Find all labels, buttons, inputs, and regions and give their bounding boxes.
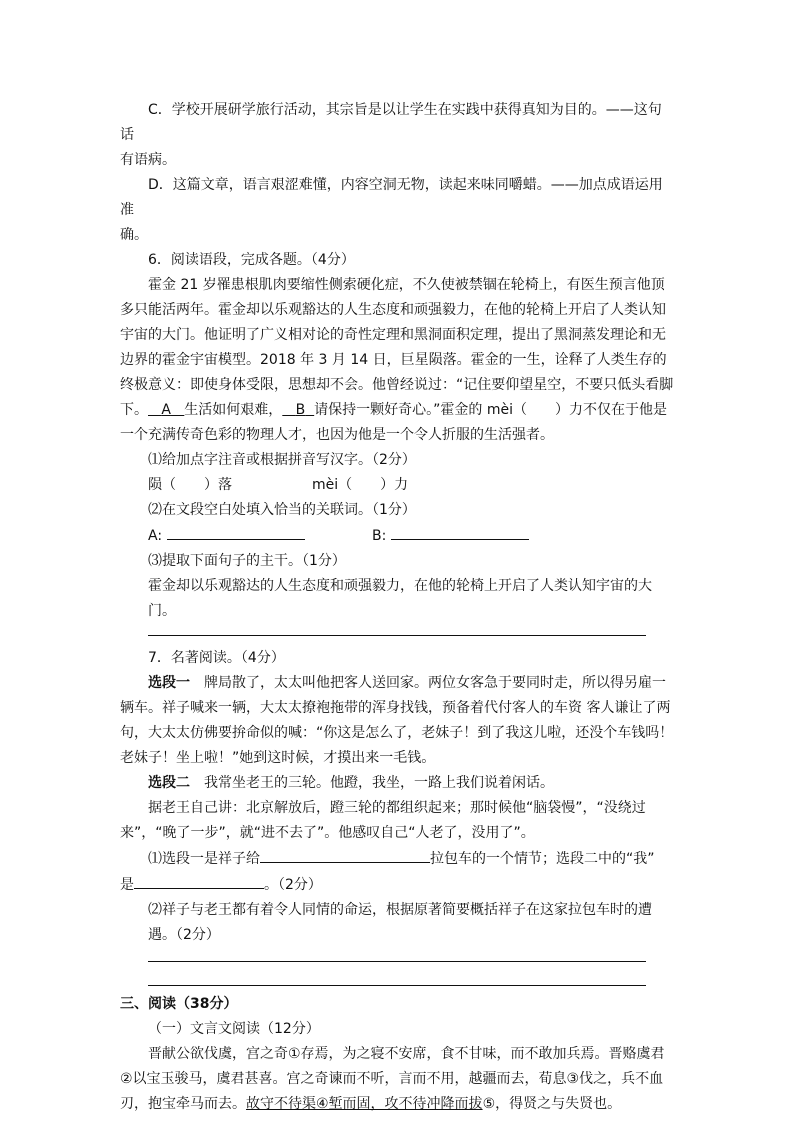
- q7-sel2-label: 选段二: [148, 775, 190, 791]
- section3-subtitle: （一）文言文阅读（12分）: [148, 1021, 320, 1037]
- q7-sub1-is: 是: [120, 877, 134, 893]
- q7-selection2-cont: 据老王自己讲：北京解放后，蹬三轮的都组织起来；那时候他“脑袋慢”，“没绕过来”，“晚了一步”，就“进不去了”。他感叹自己“人老了，没用了”。: [120, 800, 646, 841]
- q7-sub1-pre: ⑴选段一是祥子给: [148, 851, 260, 867]
- q7-sel2-text: 我常坐老王的三轮。他蹬，我坐，一路上我们说着闲话。: [190, 775, 554, 791]
- q7-sub1-blank2[interactable]: [134, 872, 264, 889]
- section3-text-end: ⑤，得贤之与失贤也。: [482, 1096, 622, 1112]
- q6-sub2-b: [372, 523, 596, 549]
- q6-sub2-answers: [120, 523, 675, 549]
- q6-sub1-b[interactable]: mèi（ ）力: [312, 477, 409, 493]
- q7-sub1: [120, 846, 675, 872]
- q5-option-c-line1: C．学校开展研学旅行活动，其宗旨是以让学生在实践中获得真知为目的。——这句话: [120, 102, 662, 143]
- q6-blank-b[interactable]: [282, 402, 314, 418]
- q6-passage: [120, 273, 675, 448]
- q7-sub1-cont: [120, 872, 675, 898]
- q6-blank-a[interactable]: [148, 402, 184, 418]
- q6-passage-mid1: 生活如何艰难，: [184, 402, 283, 418]
- q6-sub1-answers: [120, 473, 675, 498]
- q7-selection2: [120, 771, 675, 796]
- q6-title: 6．阅读语段，完成各题。（4分）: [148, 252, 355, 268]
- q5-option-d-line2: 确。: [120, 227, 148, 243]
- q7-selection1: [120, 671, 675, 771]
- q7-sel1-label: 选段一: [148, 675, 190, 691]
- section3-title: 三、阅读（38分）: [120, 996, 238, 1012]
- q6-passage-text: 霍金 21 岁罹患根肌肉要缩性侧索硬化症，不久使被禁锢在轮椅上，有医生预言他顶多只能活两年。霍金却以乐观豁达的人生态度和顽强毅力，在他的轮椅上开启了人类认知宇宙的大门。他证明了广义相对论的奇性定理和黑洞面积定理，提出了黑洞蒸发理论和无边界的霍金宇宙模型。2018 年 3 月 14 日，巨星陨落。霍金的一生，诠释了人类生存的终极意义：即使身体受限，思想却不会。他曾经说过：“记住要仰望星空，不要只低头看脚下。: [120, 277, 674, 418]
- document-page: [120, 98, 675, 1117]
- q6-passage-mid2: 请保持一颗好奇心。”霍金的 mèi（ ）力不仅在于他是一个充满传奇色彩的物理人才，也因为他是一个令人折服的生活强者。: [120, 402, 668, 443]
- section3-classical-text: [120, 1042, 675, 1117]
- q6-blank-a-label: A: [161, 402, 171, 418]
- q6-sub1: ⑴给加点字注音或根据拼音写汉字。（2分）: [148, 452, 416, 468]
- q7-sub1-mid: 拉包车的一个情节；选段二中的“我”: [430, 851, 655, 867]
- q6-sub1-a[interactable]: 陨（ ）落: [148, 477, 232, 493]
- q7-sub1-end: 。（2分）: [264, 877, 322, 893]
- q6-sub2-a: [148, 523, 372, 549]
- q6-sub2-b-label: B:: [372, 528, 387, 544]
- q6-sub3: ⑶提取下面句子的主干。（1分）: [148, 553, 346, 569]
- section3-text1: 晋献公欲伐虞，宫之奇①存焉，为之寝不安席，食不甘味，而不敢加兵焉。晋赂虞君②以宝玉骏马，虞君甚喜。宫之奇谏而不听，言而不用，越疆而去，荀息③伐之，兵不血刃，抱宝牵马而去。: [120, 1046, 665, 1112]
- q7-sel1-text: 牌局散了，太太叫他把客人送回家。两位女客急于要同时走，所以得另雇一辆车。祥子喊来一辆，大太太撩袍拖带的浑身找钱，预备着代付客人的车资 客人谦让了两句，大太太仿佛要拚命似的喊：“你这是怎么了，老妹子！到了我这儿啦，还没个车钱吗！老妹子！坐上啦！”她到这时候，才摸出来一毛钱。: [120, 675, 674, 766]
- q6-sub2-a-field[interactable]: [167, 523, 305, 540]
- q7-sub2: ⑵祥子与老王都有着令人同情的命运，根据原著简要概括祥子在这家拉包车时的遭遇。（2分）: [148, 902, 652, 943]
- section3-underlined-sentence: 故守不待渠④堑而固，攻不待冲降而拔: [246, 1096, 483, 1112]
- q6-sub2-b-field[interactable]: [391, 523, 529, 540]
- q7-title: 7．名著阅读。（4分）: [148, 650, 285, 666]
- q7-sub1-blank1[interactable]: [260, 846, 430, 863]
- q6-sub2-a-label: A:: [148, 528, 163, 544]
- q5-option-d-line1: D．这篇文章，语言艰涩难懂，内容空洞无物，读起来味同嚼蜡。——加点成语运用准: [120, 177, 663, 218]
- q6-sub2: ⑵在文段空白处填入恰当的关联词。（1分）: [148, 502, 416, 518]
- q6-sub3-sentence: 霍金却以乐观豁达的人生态度和顽强毅力，在他的轮椅上开启了人类认知宇宙的大门。: [148, 578, 652, 619]
- q6-blank-b-label: B: [295, 402, 306, 418]
- q5-option-c-line2: 有语病。: [120, 152, 176, 168]
